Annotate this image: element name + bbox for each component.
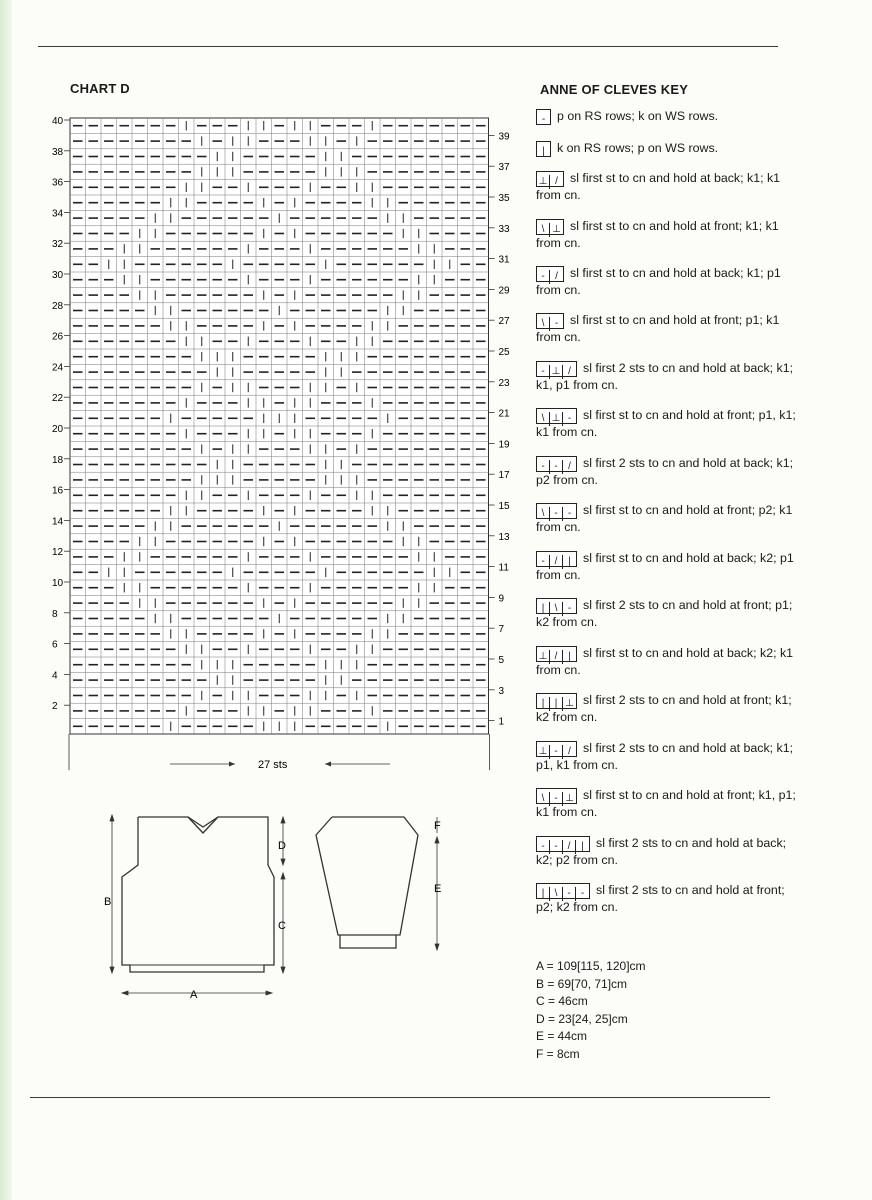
row-number-right: 39 — [498, 131, 510, 143]
measurement-line: A = 109[115, 120]cm — [536, 959, 646, 973]
stitch-symbol-icon: \ - ⊥ — [536, 788, 577, 804]
chart-grid — [40, 110, 510, 770]
row-number-right: 35 — [498, 193, 510, 204]
key-item — [536, 787, 796, 821]
sleeve-outline — [316, 817, 418, 935]
row-number-left: 22 — [52, 393, 64, 405]
row-number-left: 20 — [52, 424, 64, 435]
row-number-left: 14 — [52, 516, 64, 528]
row-number-left: 38 — [52, 146, 64, 158]
stitch-symbol-icon: - ⊥ / — [536, 361, 577, 377]
row-number-right: 31 — [498, 254, 510, 266]
key-item-text: k on RS rows; p on WS rows. — [557, 141, 719, 155]
row-number-left: 10 — [52, 578, 64, 589]
key-item-text: sl first 2 sts to cn and hold at back; k1; k1, p1 from cn. — [536, 361, 794, 392]
stitch-symbol-icon: | | ⊥ — [536, 693, 577, 709]
key-item — [536, 835, 796, 869]
stitch-symbol-icon: \ ⊥ - — [536, 408, 577, 424]
measurement-line: B = 69[70, 71]cm — [536, 976, 628, 991]
row-number-right: 19 — [498, 439, 510, 451]
key-item-text: sl first 2 sts to cn and hold at back; k1; p1, k1 from cn. — [536, 741, 794, 772]
row-number-left: 30 — [52, 270, 64, 281]
key-item-text: sl first 2 sts to cn and hold at front; k1; k2 from cn. — [536, 693, 792, 724]
key-item-text: sl first st to cn and hold at back; k1; p1 from cn. — [536, 266, 781, 297]
label-c: C — [278, 920, 286, 932]
sleeve-cuff — [340, 935, 396, 948]
row-number-right: 37 — [498, 162, 510, 174]
stitch-symbol-icon: - / | — [536, 551, 577, 567]
row-number-left: 36 — [52, 177, 64, 189]
row-number-right: 33 — [498, 223, 510, 235]
key-item — [536, 265, 796, 299]
chart-width-label: 27 sts — [258, 759, 288, 770]
row-number-right: 17 — [498, 470, 510, 482]
row-number-right: 3 — [498, 685, 505, 697]
stitch-symbol-icon: | — [536, 141, 551, 157]
knitting-chart — [40, 110, 510, 775]
key-item-text: sl first 2 sts to cn and hold at front; p2; k2 from cn. — [536, 883, 785, 914]
key-item — [536, 740, 796, 774]
key-item-text: sl first st to cn and hold at front; p2; k1 from cn. — [536, 503, 793, 534]
row-number-right: 11 — [498, 562, 509, 574]
key-item-text: sl first st to cn and hold at front; p1; k1 from cn. — [536, 313, 780, 344]
key-item — [536, 360, 796, 394]
chart-title: CHART D — [70, 81, 130, 96]
key-item-text: sl first 2 sts to cn and hold at back; k2; p2 from cn. — [536, 836, 787, 867]
row-number-left: 28 — [52, 300, 64, 312]
key-item — [536, 140, 796, 157]
label-a: A — [190, 989, 198, 1001]
label-f: F — [434, 820, 441, 832]
row-number-right: 27 — [498, 316, 510, 328]
row-number-left: 18 — [52, 454, 64, 466]
stitch-symbol-icon: - - / — [536, 456, 577, 472]
measurement-line: F = 8cm — [536, 1046, 580, 1061]
label-b: B — [104, 896, 112, 908]
stitch-symbol-icon: - - / | — [536, 836, 590, 852]
row-number-right: 21 — [498, 408, 510, 420]
label-e: E — [434, 883, 442, 895]
stitch-symbol-icon: ⊥ / | — [536, 646, 577, 662]
row-number-right: 7 — [498, 624, 505, 636]
row-number-right: 29 — [498, 285, 510, 297]
stitch-symbol-icon: - / — [536, 266, 564, 282]
key-item-text: sl first st to cn and hold at front; p1, k1; k1 from cn. — [536, 408, 796, 439]
row-number-right: 1 — [498, 716, 505, 728]
row-number-left: 2 — [52, 701, 58, 713]
key-item-text: sl first st to cn and hold at front; k1; k1 from cn. — [536, 219, 779, 250]
body-outline — [122, 817, 274, 972]
key-item-text: sl first st to cn and hold at back; k2; p1 from cn. — [536, 551, 794, 582]
key-item — [536, 502, 796, 536]
row-number-left: 40 — [52, 116, 64, 127]
top-rule — [38, 46, 778, 47]
measurement-line: D = 23[24, 25]cm — [536, 1011, 628, 1026]
stitch-symbol-icon: \ ⊥ — [536, 219, 564, 235]
key-title: ANNE OF CLEVES KEY — [540, 82, 689, 97]
key-item — [536, 312, 796, 346]
key-item — [536, 108, 796, 125]
measurement-line: E = 44cm — [536, 1029, 588, 1043]
row-number-right: 9 — [498, 593, 505, 605]
row-number-left: 8 — [52, 608, 58, 620]
row-number-right: 13 — [498, 531, 510, 543]
label-d: D — [278, 840, 286, 852]
row-number-left: 24 — [52, 362, 64, 374]
garment-schematic — [100, 805, 460, 1005]
row-number-left: 16 — [52, 485, 64, 497]
measurements-list — [536, 958, 646, 1063]
stitch-symbol-icon: | \ - - — [536, 883, 590, 899]
key-item — [536, 597, 796, 631]
row-number-right: 5 — [498, 655, 505, 666]
stitch-symbol-icon: \ - — [536, 313, 564, 329]
row-number-right: 25 — [498, 347, 510, 358]
page-edge-shadow — [0, 0, 12, 1200]
key-item — [536, 882, 796, 916]
key-item-text: sl first 2 sts to cn and hold at front; p1; k2 from cn. — [536, 598, 793, 629]
key-item — [536, 170, 796, 204]
key-item — [536, 455, 796, 489]
row-number-left: 12 — [52, 547, 64, 559]
row-number-left: 34 — [52, 208, 64, 220]
row-number-right: 23 — [498, 377, 510, 389]
stitch-symbol-icon: \ - - — [536, 503, 577, 519]
bottom-rule — [30, 1097, 770, 1098]
stitch-symbol-icon: ⊥ / — [536, 171, 564, 187]
key-item — [536, 692, 796, 726]
stitch-symbol-icon: ⊥ - / — [536, 741, 577, 757]
key-item — [536, 550, 796, 584]
key-item — [536, 407, 796, 441]
key-item — [536, 645, 796, 679]
row-number-left: 4 — [52, 670, 58, 682]
key-item — [536, 218, 796, 252]
key-item-text: p on RS rows; k on WS rows. — [557, 109, 719, 123]
measurement-line: C = 46cm — [536, 994, 588, 1008]
key-item-text: sl first st to cn and hold at back; k1; k1 from cn. — [536, 171, 781, 202]
stitch-symbol-icon: - — [536, 109, 551, 125]
row-number-left: 32 — [52, 239, 64, 251]
row-number-left: 6 — [52, 639, 58, 651]
row-number-right: 15 — [498, 501, 510, 512]
row-number-left: 26 — [52, 331, 64, 343]
key-item-text: sl first 2 sts to cn and hold at back; k1; p2 from cn. — [536, 456, 794, 487]
key-item-text: sl first st to cn and hold at front; k1, p1; k1 from cn. — [536, 788, 796, 819]
stitch-symbol-icon: | \ - — [536, 598, 577, 614]
key-item-text: sl first st to cn and hold at back; k2; k1 from cn. — [536, 646, 794, 677]
